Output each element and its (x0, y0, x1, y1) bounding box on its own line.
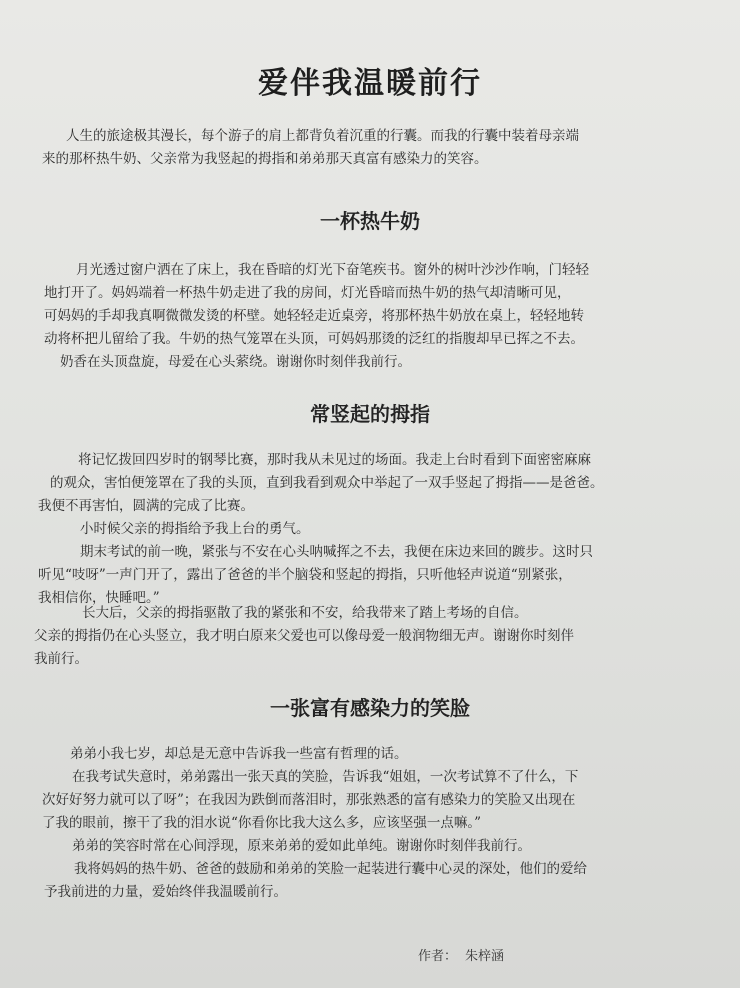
author-name: 朱梓涵 (465, 949, 505, 964)
section-heading-smiling-face: 一张富有感染力的笑脸 (270, 696, 470, 720)
thumbs-up-paragraph-1 (36, 449, 604, 518)
section-heading-hot-milk: 一杯热牛奶 (320, 209, 420, 233)
text-line: 月光透过窗户洒在了床上，我在昏暗的灯光下奋笔疾书。窗外的树叶沙沙作响，门轻轻 (76, 262, 589, 278)
text-line: 地打开了。妈妈端着一杯热牛奶走进了我的房间，灯光昏暗而热牛奶的热气却清晰可见， (44, 285, 571, 301)
text-line: 期末考试的前一晚，紧张与不安在心头呐喊挥之不去，我便在床边来回的踱步。这时只 (80, 544, 593, 560)
text-line: 来的那杯热牛奶、父亲常为我竖起的拇指和弟弟那天真富有感染力的笑容。 (42, 151, 488, 167)
text-line: 可妈妈的手却我真啊微微发烫的杯壁。她轻轻走近桌旁，将那杯热牛奶放在桌上，轻轻地转 (44, 308, 584, 324)
text-line: 动将杯把儿留给了我。牛奶的热气笼罩在头顶，可妈妈那烫的泛红的指腹却早已挥之不去。 (44, 331, 584, 347)
author-line (418, 945, 512, 964)
author-label: 作者： (418, 949, 458, 964)
text-line: 弟弟的笑容时常在心间浮现，原来弟弟的爱如此单纯。谢谢你时刻伴我前行。 (72, 838, 531, 854)
thumbs-up-paragraph-3 (38, 541, 593, 610)
text-line: 人生的旅途极其漫长，每个游子的肩上都背负着沉重的行囊。而我的行囊中装着母亲端 (66, 128, 579, 144)
text-line: 了我的眼前，擦干了我的泪水说“你看你比我大这么多，应该坚强一点嘛。” (42, 815, 482, 831)
thumbs-up-paragraph-5 (34, 625, 574, 671)
hot-milk-paragraph (44, 259, 589, 374)
text-line: 将记忆拨回四岁时的钢琴比赛，那时我从未见过的场面。我走上台时看到下面密密麻麻 (78, 452, 591, 468)
text-line: 小时候父亲的拇指给予我上台的勇气。 (80, 521, 310, 537)
smiling-face-paragraph-3 (72, 835, 531, 858)
smiling-face-paragraph-4 (44, 858, 587, 904)
thumbs-up-paragraph-2 (80, 518, 310, 541)
text-line: 长大后，父亲的拇指驱散了我的紧张和不安，给我带来了踏上考场的自信。 (82, 605, 528, 621)
text-line: 次好好努力就可以了呀”；在我因为跌倒而落泪时，那张熟悉的富有感染力的笑脸又出现在 (42, 792, 576, 808)
text-line: 父亲的拇指仍在心头竖立，我才明白原来父爱也可以像母爱一般润物细无声。谢谢你时刻伴 (34, 628, 574, 644)
intro-paragraph (42, 125, 579, 171)
text-line: 予我前进的力量，爱始终伴我温暖前行。 (44, 884, 287, 900)
text-line: 在我考试失意时，弟弟露出一张天真的笑脸，告诉我“姐姐，一次考试算不了什么，下 (72, 769, 579, 785)
section-heading-thumbs-up: 常竖起的拇指 (310, 402, 430, 426)
text-line: 弟弟小我七岁，却总是无意中告诉我一些富有哲理的话。 (70, 746, 408, 762)
text-line: 听见“吱呀”一声门开了，露出了爸爸的半个脑袋和竖起的拇指，只听他轻声说道“别紧张， (38, 567, 572, 583)
text-line: 我将妈妈的热牛奶、爸爸的鼓励和弟弟的笑脸一起装进行囊中心灵的深处，他们的爱给 (74, 861, 587, 877)
smiling-face-paragraph-1 (70, 743, 408, 766)
document-title: 爱伴我温暖前行 (258, 66, 482, 101)
smiling-face-paragraph-2 (42, 766, 578, 835)
text-line: 奶香在头顶盘旋，母爱在心头萦绕。谢谢你时刻伴我前行。 (60, 354, 411, 370)
text-line: 的观众，害怕便笼罩在了我的头顶，直到我看到观众中举起了一双手竖起了拇指——是爸爸。 (50, 475, 604, 491)
thumbs-up-paragraph-4 (82, 602, 528, 625)
text-line: 我便不再害怕，圆满的完成了比赛。 (38, 498, 254, 514)
text-line: 我前行。 (34, 651, 88, 667)
text-line: 我相信你，快睡吧。” (38, 590, 160, 606)
